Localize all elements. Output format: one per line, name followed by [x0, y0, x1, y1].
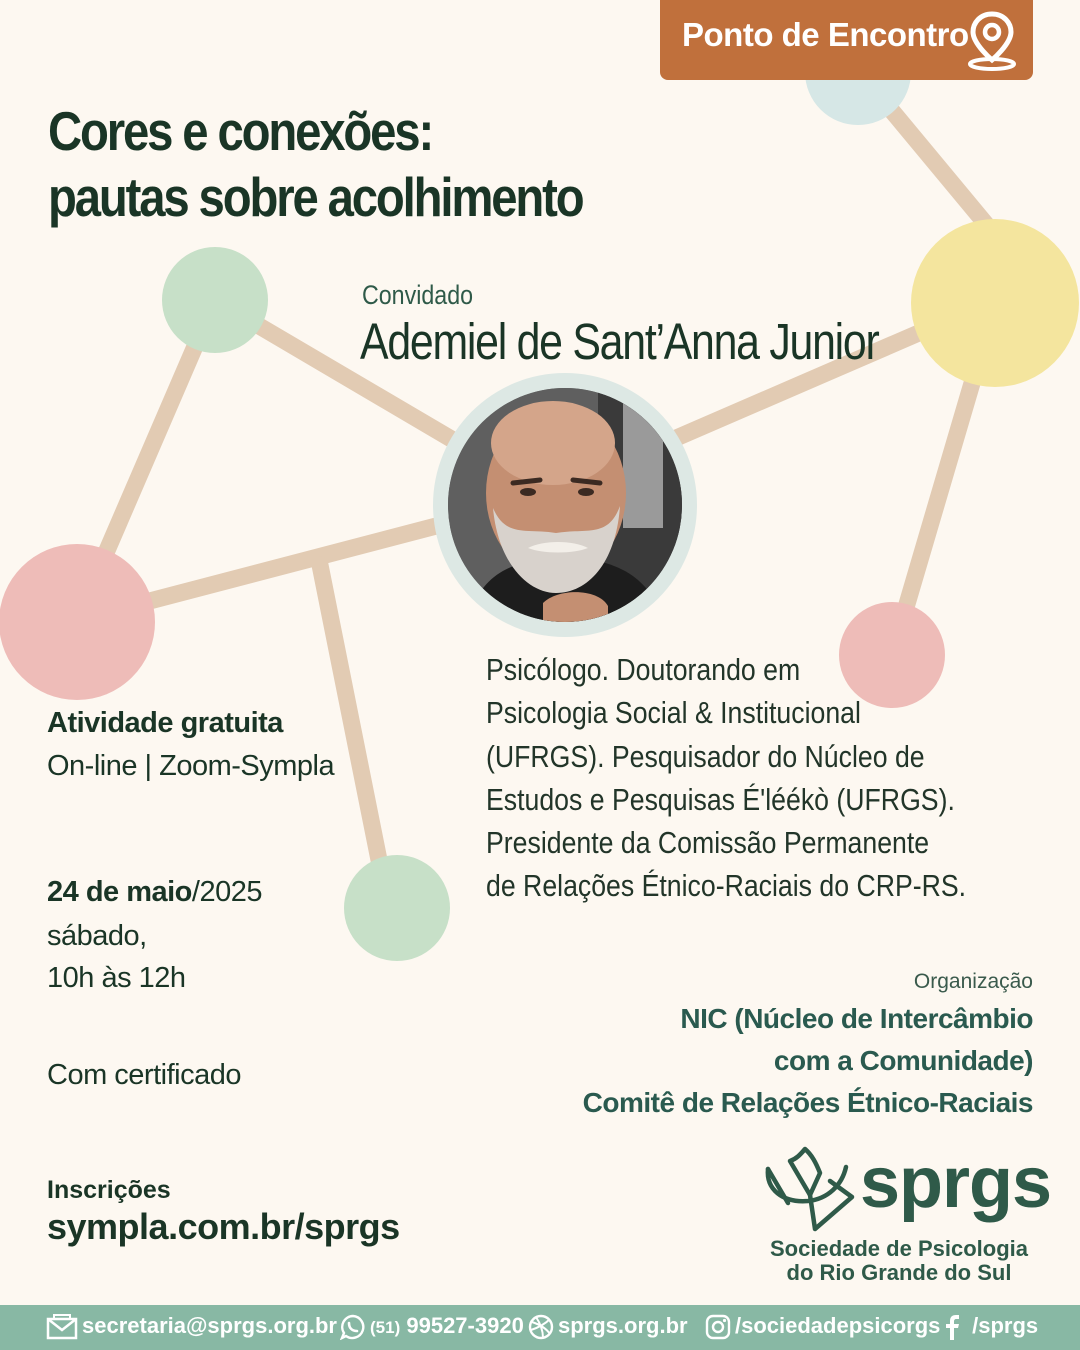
footer-instagram[interactable]: [705, 1313, 940, 1340]
bio-line: de Relações Étnico-Raciais do CRP-RS.: [486, 868, 967, 904]
title-line-1: Cores e conexões:: [48, 100, 433, 162]
logo-subtitle: [750, 1237, 1048, 1285]
facebook-icon: [944, 1313, 962, 1341]
guest-label: Convidado: [362, 280, 474, 310]
bio-line: Psicólogo. Doutorando em: [486, 652, 801, 687]
badge-label: Ponto de Encontro: [682, 16, 969, 53]
mail-icon: [46, 1313, 78, 1341]
bio-line: Presidente da Comissão Permanente: [486, 825, 930, 861]
footer-phone-prefix: (51): [370, 1318, 401, 1337]
globe-icon: [528, 1314, 554, 1340]
event-time: 10h às 12h: [47, 962, 186, 994]
activity-mode: On-line | Zoom-Sympla: [47, 750, 335, 782]
event-date: [47, 876, 262, 909]
organization-line: com a Comunidade): [773, 1045, 1033, 1076]
bio-line: Estudos e Pesquisas É'léékò (UFRGS).: [486, 781, 955, 817]
event-date-day: 24 de maio: [47, 876, 192, 908]
guest-photo: [448, 388, 682, 622]
instagram-icon: [705, 1314, 731, 1340]
event-date-year: /2025: [191, 876, 262, 908]
footer-website-text: sprgs.org.br: [558, 1313, 688, 1338]
event-weekday: sábado,: [47, 920, 147, 952]
organization-label: Organização: [913, 970, 1033, 993]
sprgs-logo-icon: [760, 1145, 855, 1235]
node-pink: [0, 544, 155, 700]
organization-names: [583, 998, 1033, 1124]
location-pin-icon: [966, 10, 1018, 72]
registration-label: Inscrições: [47, 1176, 171, 1204]
footer-phone-number: 99527-3920: [406, 1313, 524, 1338]
footer-email[interactable]: [46, 1313, 337, 1341]
node-yellow: [911, 219, 1079, 387]
event-series-badge: [660, 0, 1033, 80]
organization-line: NIC (Núcleo de Intercâmbio: [680, 1003, 1033, 1034]
activity-label: Atividade gratuita: [47, 707, 283, 739]
footer-facebook[interactable]: [944, 1313, 1038, 1341]
logo-wordmark: sprgs: [860, 1143, 1052, 1223]
registration-link[interactable]: sympla.com.br/sprgs: [47, 1206, 400, 1247]
node-green: [162, 247, 268, 353]
certificate-note: Com certificado: [47, 1059, 241, 1091]
event-title: [48, 98, 583, 230]
guest-name: Ademiel de Sant’Anna Junior: [360, 313, 879, 370]
footer-facebook-text: /sprgs: [972, 1313, 1039, 1338]
footer-website[interactable]: [528, 1313, 688, 1340]
footer-instagram-text: /sociedadepsicorgs: [735, 1313, 941, 1338]
whatsapp-icon: [340, 1314, 366, 1340]
bio-line: Psicologia Social & Institucional: [486, 695, 861, 731]
footer-email-text: secretaria@sprgs.org.br: [82, 1313, 337, 1338]
footer-phone[interactable]: [340, 1313, 524, 1340]
contact-footer: [0, 1305, 1080, 1350]
connector-line: [320, 565, 383, 880]
logo-subtitle-line: Sociedade de Psicologia: [770, 1236, 1028, 1261]
bio-line: (UFRGS). Pesquisador do Núcleo de: [486, 738, 925, 774]
node-green: [344, 855, 450, 961]
organization-line: Comitê de Relações Étnico-Raciais: [582, 1087, 1033, 1118]
guest-bio: [486, 648, 967, 908]
logo-subtitle-line: do Rio Grande do Sul: [786, 1260, 1012, 1285]
title-line-2: pautas sobre acolhimento: [48, 166, 583, 228]
